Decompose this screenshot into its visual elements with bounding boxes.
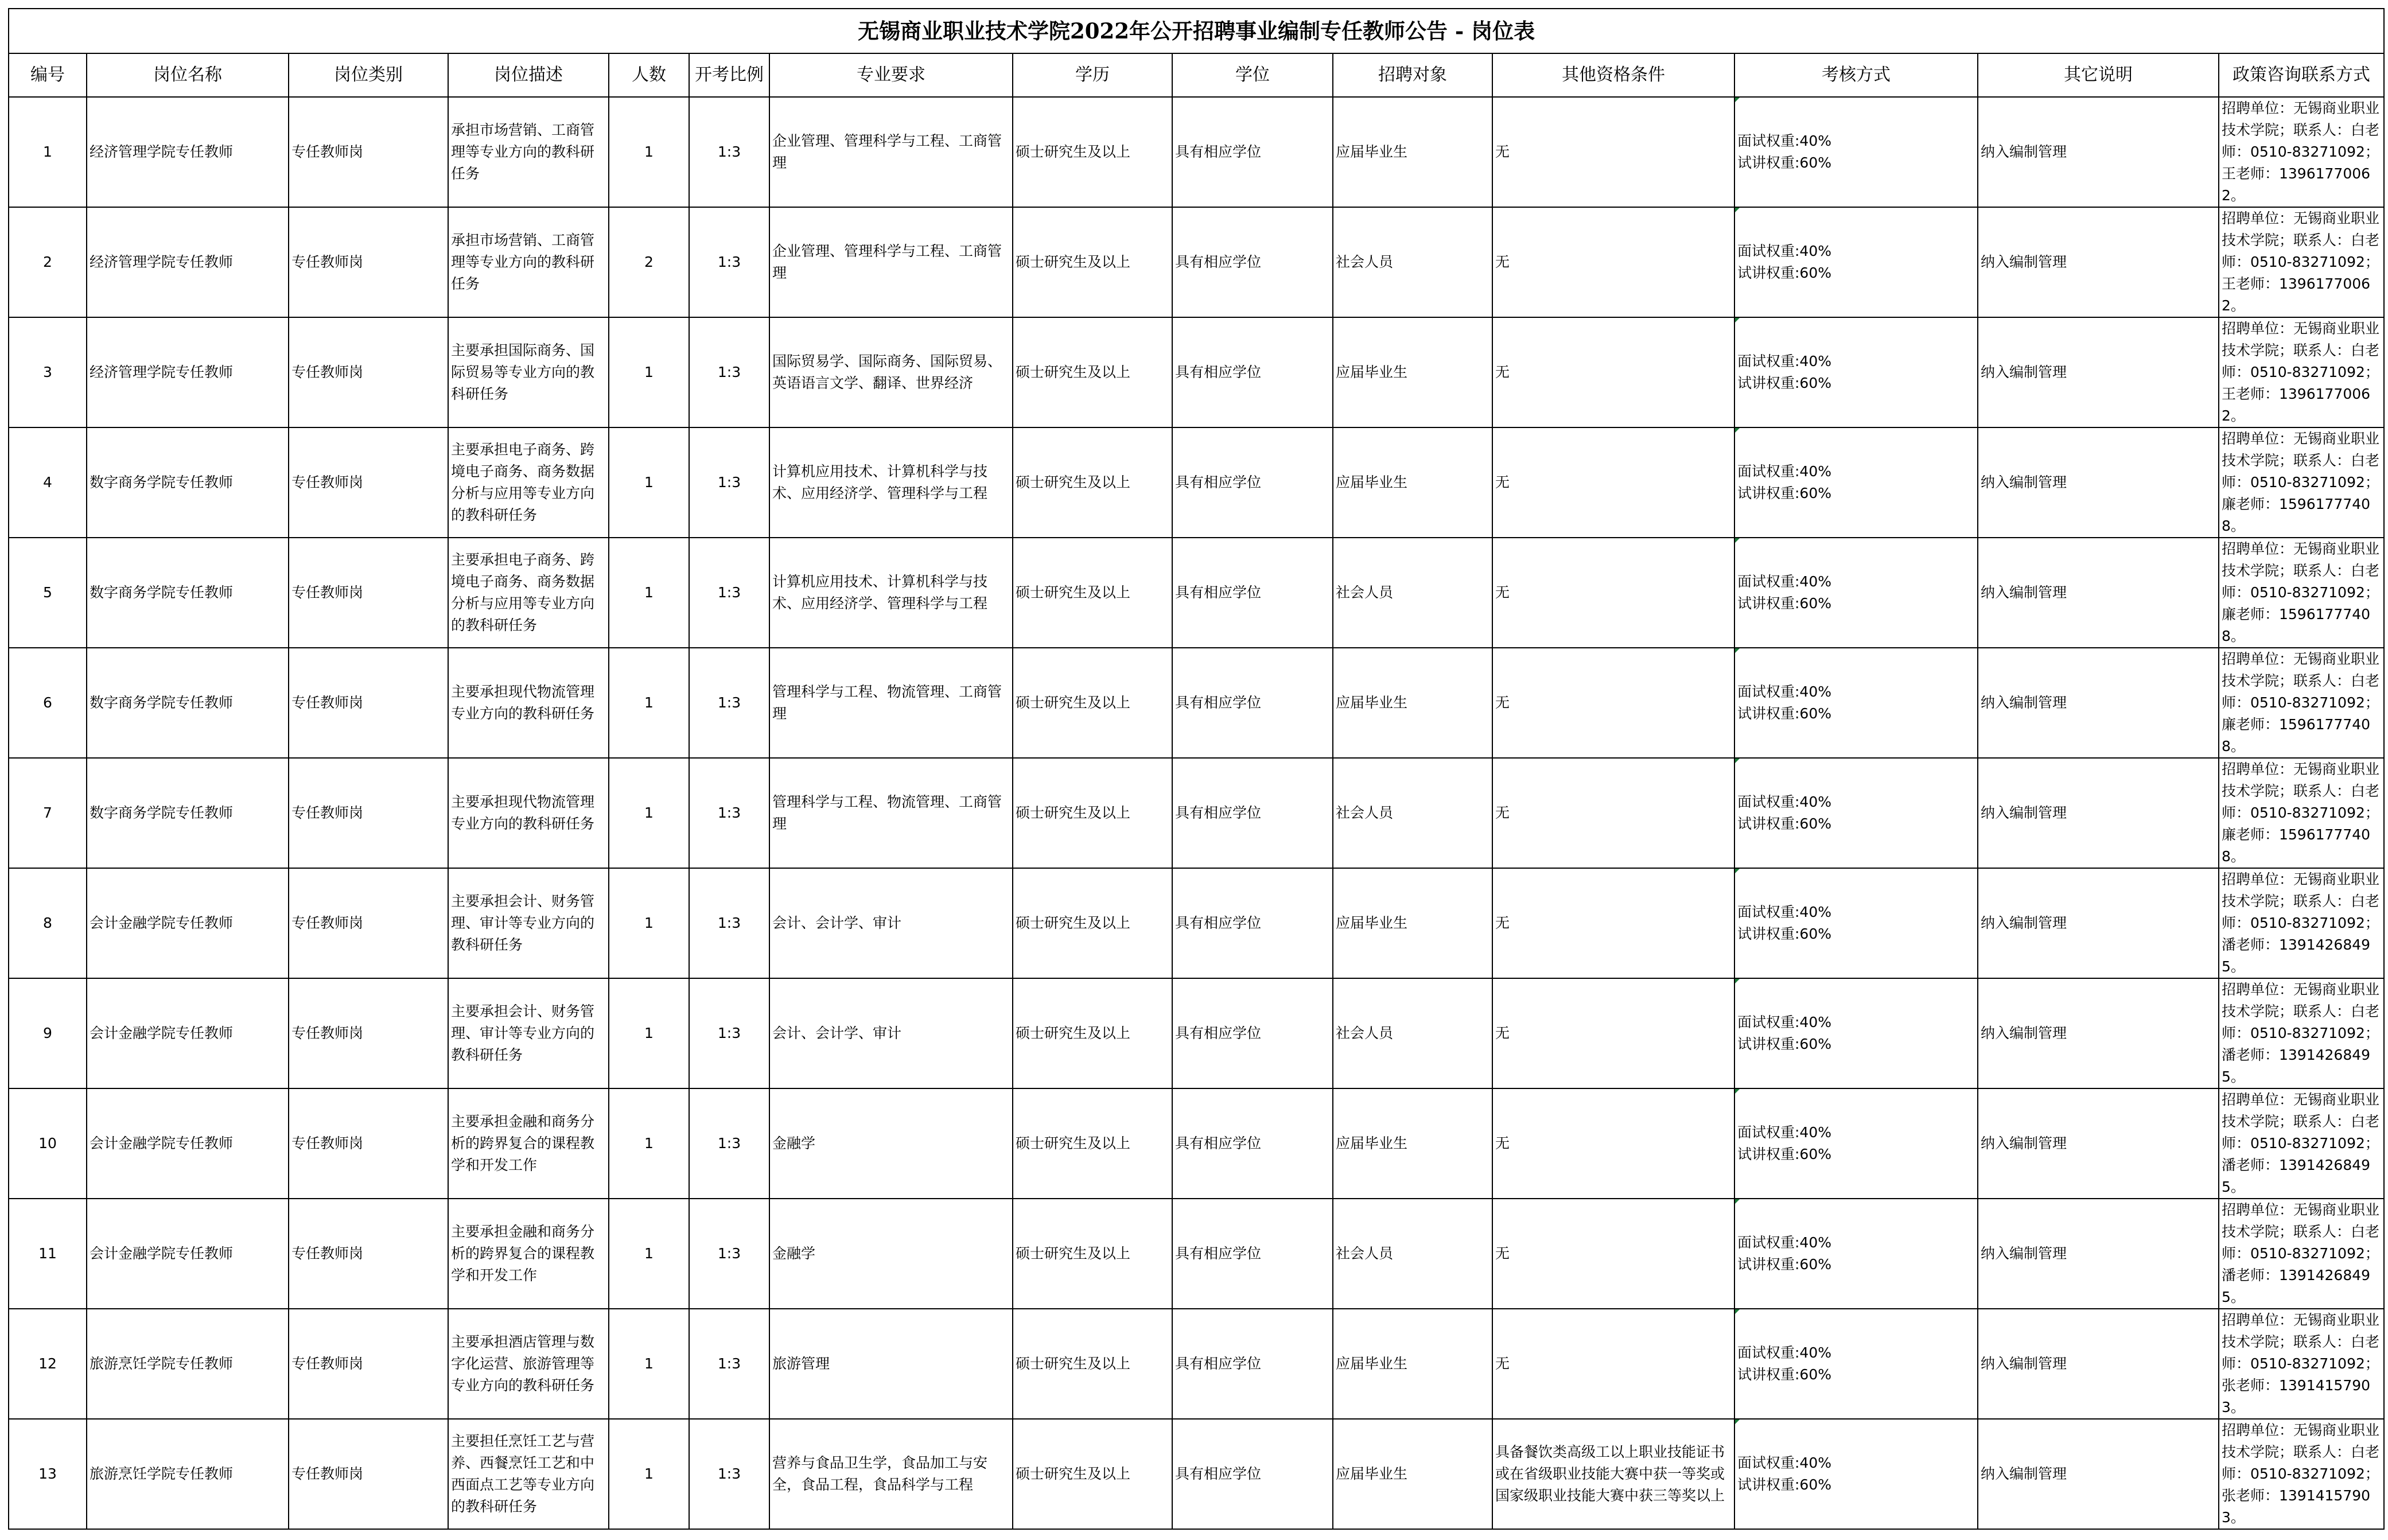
cell-headcount: 1 xyxy=(609,1309,689,1419)
cell-headcount: 1 xyxy=(609,758,689,868)
cell-headcount: 1 xyxy=(609,1199,689,1309)
trial-lecture-weight: 试讲权重:60% xyxy=(1737,1476,1831,1493)
cell-other-notes: 纳入编制管理 xyxy=(1978,97,2219,207)
trial-lecture-weight: 试讲权重:60% xyxy=(1737,154,1831,171)
cell-exam-ratio: 1:3 xyxy=(689,1088,769,1199)
column-header: 人数 xyxy=(609,53,689,97)
cell-number: 6 xyxy=(9,648,87,758)
interview-weight: 面试权重:40% xyxy=(1737,1014,1831,1030)
interview-weight: 面试权重:40% xyxy=(1737,463,1831,480)
interview-weight: 面试权重:40% xyxy=(1737,794,1831,810)
trial-lecture-weight: 试讲权重:60% xyxy=(1737,1146,1831,1162)
cell-position-category: 专任教师岗 xyxy=(289,207,448,317)
cell-other-qualifications: 无 xyxy=(1492,978,1734,1088)
cell-number: 8 xyxy=(9,868,87,978)
column-header: 开考比例 xyxy=(689,53,769,97)
comment-marker-icon xyxy=(1735,759,1740,763)
trial-lecture-weight: 试讲权重:60% xyxy=(1737,375,1831,391)
cell-exam-ratio: 1:3 xyxy=(689,1309,769,1419)
cell-position-name: 经济管理学院专任教师 xyxy=(87,97,289,207)
cell-position-category: 专任教师岗 xyxy=(289,1309,448,1419)
table-row xyxy=(9,1088,2384,1199)
cell-number: 12 xyxy=(9,1309,87,1419)
cell-position-name: 数字商务学院专任教师 xyxy=(87,538,289,648)
cell-position-description: 主要承担金融和商务分析的跨界复合的课程教学和开发工作 xyxy=(448,1088,609,1199)
cell-position-category: 专任教师岗 xyxy=(289,1419,448,1529)
cell-position-name: 会计金融学院专任教师 xyxy=(87,978,289,1088)
cell-position-description: 主要承担国际商务、国际贸易等专业方向的教科研任务 xyxy=(448,317,609,427)
cell-other-qualifications: 无 xyxy=(1492,538,1734,648)
cell-exam-ratio: 1:3 xyxy=(689,317,769,427)
comment-marker-icon xyxy=(1735,428,1740,433)
comment-marker-icon xyxy=(1735,1089,1740,1094)
cell-position-name: 旅游烹饪学院专任教师 xyxy=(87,1419,289,1529)
table-row xyxy=(9,1419,2384,1529)
cell-headcount: 1 xyxy=(609,1419,689,1529)
cell-recruit-target: 应届毕业生 xyxy=(1333,1088,1492,1199)
cell-major-requirement: 计算机应用技术、计算机科学与技术、应用经济学、管理科学与工程 xyxy=(769,538,1013,648)
cell-position-category: 专任教师岗 xyxy=(289,538,448,648)
cell-major-requirement: 企业管理、管理科学与工程、工商管理 xyxy=(769,97,1013,207)
cell-position-name: 会计金融学院专任教师 xyxy=(87,868,289,978)
cell-position-category: 专任教师岗 xyxy=(289,317,448,427)
cell-headcount: 1 xyxy=(609,427,689,538)
cell-position-description: 主要承担电子商务、跨境电子商务、商务数据分析与应用等专业方向的教科研任务 xyxy=(448,538,609,648)
cell-position-category: 专任教师岗 xyxy=(289,978,448,1088)
comment-marker-icon xyxy=(1735,538,1740,543)
cell-education: 硕士研究生及以上 xyxy=(1013,317,1172,427)
cell-other-qualifications: 无 xyxy=(1492,1199,1734,1309)
table-row xyxy=(9,427,2384,538)
cell-assessment xyxy=(1734,1309,1978,1419)
cell-degree: 具有相应学位 xyxy=(1172,97,1333,207)
cell-recruit-target: 应届毕业生 xyxy=(1333,317,1492,427)
cell-other-notes: 纳入编制管理 xyxy=(1978,758,2219,868)
cell-other-notes: 纳入编制管理 xyxy=(1978,868,2219,978)
comment-marker-icon xyxy=(1735,1199,1740,1204)
interview-weight: 面试权重:40% xyxy=(1737,1344,1831,1361)
cell-position-name: 数字商务学院专任教师 xyxy=(87,427,289,538)
interview-weight: 面试权重:40% xyxy=(1737,683,1831,700)
table-row xyxy=(9,317,2384,427)
cell-education: 硕士研究生及以上 xyxy=(1013,1419,1172,1529)
cell-other-notes: 纳入编制管理 xyxy=(1978,427,2219,538)
cell-number: 1 xyxy=(9,97,87,207)
cell-number: 5 xyxy=(9,538,87,648)
cell-education: 硕士研究生及以上 xyxy=(1013,427,1172,538)
cell-headcount: 1 xyxy=(609,1088,689,1199)
cell-degree: 具有相应学位 xyxy=(1172,538,1333,648)
cell-position-category: 专任教师岗 xyxy=(289,648,448,758)
cell-other-notes: 纳入编制管理 xyxy=(1978,978,2219,1088)
cell-major-requirement: 会计、会计学、审计 xyxy=(769,978,1013,1088)
cell-major-requirement: 计算机应用技术、计算机科学与技术、应用经济学、管理科学与工程 xyxy=(769,427,1013,538)
cell-education: 硕士研究生及以上 xyxy=(1013,1199,1172,1309)
cell-contact: 招聘单位：无锡商业职业技术学院；联系人：白老师：0510-83271092；廉老师：15961777408。 xyxy=(2219,758,2384,868)
cell-contact: 招聘单位：无锡商业职业技术学院；联系人：白老师：0510-83271092；廉老师：15961777408。 xyxy=(2219,538,2384,648)
cell-assessment xyxy=(1734,978,1978,1088)
cell-degree: 具有相应学位 xyxy=(1172,427,1333,538)
cell-recruit-target: 应届毕业生 xyxy=(1333,1419,1492,1529)
cell-assessment xyxy=(1734,868,1978,978)
comment-marker-icon xyxy=(1735,318,1740,322)
cell-position-name: 数字商务学院专任教师 xyxy=(87,758,289,868)
cell-position-category: 专任教师岗 xyxy=(289,868,448,978)
interview-weight: 面试权重:40% xyxy=(1737,904,1831,920)
cell-other-qualifications: 具备餐饮类高级工以上职业技能证书或在省级职业技能大赛中获一等奖或国家级职业技能大赛中获三等奖以上 xyxy=(1492,1419,1734,1529)
trial-lecture-weight: 试讲权重:60% xyxy=(1737,265,1831,281)
cell-exam-ratio: 1:3 xyxy=(689,538,769,648)
cell-number: 7 xyxy=(9,758,87,868)
table-row xyxy=(9,978,2384,1088)
cell-education: 硕士研究生及以上 xyxy=(1013,207,1172,317)
cell-major-requirement: 管理科学与工程、物流管理、工商管理 xyxy=(769,758,1013,868)
table-row xyxy=(9,1199,2384,1309)
cell-contact: 招聘单位：无锡商业职业技术学院；联系人：白老师：0510-83271092；王老师：13961770062。 xyxy=(2219,207,2384,317)
cell-number: 11 xyxy=(9,1199,87,1309)
cell-position-description: 主要承担酒店管理与数字化运营、旅游管理等专业方向的教科研任务 xyxy=(448,1309,609,1419)
cell-position-name: 会计金融学院专任教师 xyxy=(87,1199,289,1309)
cell-contact: 招聘单位：无锡商业职业技术学院；联系人：白老师：0510-83271092；潘老师：13914268495。 xyxy=(2219,978,2384,1088)
cell-degree: 具有相应学位 xyxy=(1172,1088,1333,1199)
cell-headcount: 2 xyxy=(609,207,689,317)
cell-position-description: 主要承担现代物流管理专业方向的教科研任务 xyxy=(448,758,609,868)
table-row xyxy=(9,868,2384,978)
cell-degree: 具有相应学位 xyxy=(1172,1419,1333,1529)
cell-position-description: 主要承担会计、财务管理、审计等专业方向的教科研任务 xyxy=(448,978,609,1088)
column-header: 专业要求 xyxy=(769,53,1013,97)
trial-lecture-weight: 试讲权重:60% xyxy=(1737,1256,1831,1273)
column-header: 其他资格条件 xyxy=(1492,53,1734,97)
cell-headcount: 1 xyxy=(609,648,689,758)
cell-other-qualifications: 无 xyxy=(1492,97,1734,207)
cell-position-category: 专任教师岗 xyxy=(289,758,448,868)
cell-position-description: 主要承担会计、财务管理、审计等专业方向的教科研任务 xyxy=(448,868,609,978)
cell-education: 硕士研究生及以上 xyxy=(1013,758,1172,868)
cell-position-category: 专任教师岗 xyxy=(289,1088,448,1199)
cell-assessment xyxy=(1734,758,1978,868)
cell-number: 10 xyxy=(9,1088,87,1199)
trial-lecture-weight: 试讲权重:60% xyxy=(1737,925,1831,942)
cell-contact: 招聘单位：无锡商业职业技术学院；联系人：白老师：0510-83271092；张老师：13914157903。 xyxy=(2219,1309,2384,1419)
cell-exam-ratio: 1:3 xyxy=(689,758,769,868)
job-table-sheet xyxy=(8,8,2383,1530)
cell-education: 硕士研究生及以上 xyxy=(1013,648,1172,758)
cell-degree: 具有相应学位 xyxy=(1172,758,1333,868)
cell-assessment xyxy=(1734,648,1978,758)
cell-other-qualifications: 无 xyxy=(1492,427,1734,538)
cell-degree: 具有相应学位 xyxy=(1172,1199,1333,1309)
interview-weight: 面试权重:40% xyxy=(1737,1455,1831,1471)
cell-assessment xyxy=(1734,317,1978,427)
cell-degree: 具有相应学位 xyxy=(1172,1309,1333,1419)
cell-assessment xyxy=(1734,1419,1978,1529)
cell-education: 硕士研究生及以上 xyxy=(1013,97,1172,207)
cell-recruit-target: 应届毕业生 xyxy=(1333,868,1492,978)
cell-contact: 招聘单位：无锡商业职业技术学院；联系人：白老师：0510-83271092；廉老师：15961777408。 xyxy=(2219,427,2384,538)
trial-lecture-weight: 试讲权重:60% xyxy=(1737,705,1831,722)
cell-recruit-target: 应届毕业生 xyxy=(1333,97,1492,207)
trial-lecture-weight: 试讲权重:60% xyxy=(1737,485,1831,501)
column-header: 编号 xyxy=(9,53,87,97)
cell-recruit-target: 社会人员 xyxy=(1333,758,1492,868)
cell-recruit-target: 应届毕业生 xyxy=(1333,648,1492,758)
interview-weight: 面试权重:40% xyxy=(1737,133,1831,149)
table-row xyxy=(9,758,2384,868)
cell-headcount: 1 xyxy=(609,538,689,648)
cell-other-notes: 纳入编制管理 xyxy=(1978,648,2219,758)
cell-headcount: 1 xyxy=(609,317,689,427)
cell-major-requirement: 旅游管理 xyxy=(769,1309,1013,1419)
cell-other-qualifications: 无 xyxy=(1492,758,1734,868)
cell-assessment xyxy=(1734,207,1978,317)
cell-contact: 招聘单位：无锡商业职业技术学院；联系人：白老师：0510-83271092；王老师：13961770062。 xyxy=(2219,97,2384,207)
cell-exam-ratio: 1:3 xyxy=(689,207,769,317)
comment-marker-icon xyxy=(1735,1420,1740,1424)
cell-other-notes: 纳入编制管理 xyxy=(1978,1199,2219,1309)
cell-other-qualifications: 无 xyxy=(1492,317,1734,427)
cell-headcount: 1 xyxy=(609,868,689,978)
cell-other-notes: 纳入编制管理 xyxy=(1978,317,2219,427)
cell-number: 9 xyxy=(9,978,87,1088)
cell-other-notes: 纳入编制管理 xyxy=(1978,1088,2219,1199)
comment-marker-icon xyxy=(1735,1309,1740,1314)
trial-lecture-weight: 试讲权重:60% xyxy=(1737,815,1831,832)
cell-education: 硕士研究生及以上 xyxy=(1013,1309,1172,1419)
cell-other-qualifications: 无 xyxy=(1492,207,1734,317)
cell-position-name: 经济管理学院专任教师 xyxy=(87,317,289,427)
cell-exam-ratio: 1:3 xyxy=(689,1199,769,1309)
cell-other-notes: 纳入编制管理 xyxy=(1978,538,2219,648)
header-row xyxy=(9,53,2384,97)
cell-position-name: 经济管理学院专任教师 xyxy=(87,207,289,317)
cell-other-qualifications: 无 xyxy=(1492,1309,1734,1419)
table-body xyxy=(9,97,2384,1529)
cell-headcount: 1 xyxy=(609,97,689,207)
table-row xyxy=(9,207,2384,317)
cell-number: 4 xyxy=(9,427,87,538)
cell-other-notes: 纳入编制管理 xyxy=(1978,1309,2219,1419)
cell-contact: 招聘单位：无锡商业职业技术学院；联系人：白老师：0510-83271092；潘老师：13914268495。 xyxy=(2219,1088,2384,1199)
cell-degree: 具有相应学位 xyxy=(1172,317,1333,427)
job-position-table xyxy=(8,8,2385,1530)
cell-recruit-target: 社会人员 xyxy=(1333,207,1492,317)
interview-weight: 面试权重:40% xyxy=(1737,1234,1831,1251)
cell-position-description: 主要承担电子商务、跨境电子商务、商务数据分析与应用等专业方向的教科研任务 xyxy=(448,427,609,538)
comment-marker-icon xyxy=(1735,98,1740,102)
interview-weight: 面试权重:40% xyxy=(1737,573,1831,590)
interview-weight: 面试权重:40% xyxy=(1737,1124,1831,1141)
cell-major-requirement: 金融学 xyxy=(769,1088,1013,1199)
cell-position-name: 会计金融学院专任教师 xyxy=(87,1088,289,1199)
cell-position-name: 旅游烹饪学院专任教师 xyxy=(87,1309,289,1419)
cell-major-requirement: 会计、会计学、审计 xyxy=(769,868,1013,978)
cell-contact: 招聘单位：无锡商业职业技术学院；联系人：白老师：0510-83271092；张老师：13914157903。 xyxy=(2219,1419,2384,1529)
column-header: 学历 xyxy=(1013,53,1172,97)
cell-other-qualifications: 无 xyxy=(1492,648,1734,758)
comment-marker-icon xyxy=(1735,648,1740,653)
cell-contact: 招聘单位：无锡商业职业技术学院；联系人：白老师：0510-83271092；潘老师：13914268495。 xyxy=(2219,868,2384,978)
cell-exam-ratio: 1:3 xyxy=(689,978,769,1088)
cell-degree: 具有相应学位 xyxy=(1172,648,1333,758)
comment-marker-icon xyxy=(1735,869,1740,873)
cell-major-requirement: 金融学 xyxy=(769,1199,1013,1309)
cell-recruit-target: 应届毕业生 xyxy=(1333,427,1492,538)
cell-assessment xyxy=(1734,538,1978,648)
column-header: 政策咨询联系方式 xyxy=(2219,53,2384,97)
cell-degree: 具有相应学位 xyxy=(1172,978,1333,1088)
cell-education: 硕士研究生及以上 xyxy=(1013,1088,1172,1199)
cell-position-description: 主要承担金融和商务分析的跨界复合的课程教学和开发工作 xyxy=(448,1199,609,1309)
table-row xyxy=(9,97,2384,207)
cell-degree: 具有相应学位 xyxy=(1172,868,1333,978)
interview-weight: 面试权重:40% xyxy=(1737,353,1831,370)
cell-position-category: 专任教师岗 xyxy=(289,427,448,538)
cell-recruit-target: 社会人员 xyxy=(1333,978,1492,1088)
cell-headcount: 1 xyxy=(609,978,689,1088)
comment-marker-icon xyxy=(1735,979,1740,983)
table-row xyxy=(9,1309,2384,1419)
cell-assessment xyxy=(1734,1088,1978,1199)
cell-major-requirement: 管理科学与工程、物流管理、工商管理 xyxy=(769,648,1013,758)
cell-position-description: 主要担任烹饪工艺与营养、西餐烹饪工艺和中西面点工艺等专业方向的教科研任务 xyxy=(448,1419,609,1529)
column-header: 考核方式 xyxy=(1734,53,1978,97)
cell-assessment xyxy=(1734,97,1978,207)
trial-lecture-weight: 试讲权重:60% xyxy=(1737,1366,1831,1383)
cell-exam-ratio: 1:3 xyxy=(689,648,769,758)
column-header: 岗位描述 xyxy=(448,53,609,97)
table-row xyxy=(9,538,2384,648)
trial-lecture-weight: 试讲权重:60% xyxy=(1737,1036,1831,1052)
cell-major-requirement: 营养与食品卫生学，食品加工与安全，食品工程，食品科学与工程 xyxy=(769,1419,1013,1529)
cell-exam-ratio: 1:3 xyxy=(689,97,769,207)
cell-position-category: 专任教师岗 xyxy=(289,97,448,207)
cell-position-description: 承担市场营销、工商管理等专业方向的教科研任务 xyxy=(448,207,609,317)
column-header: 其它说明 xyxy=(1978,53,2219,97)
cell-position-category: 专任教师岗 xyxy=(289,1199,448,1309)
cell-position-description: 主要承担现代物流管理专业方向的教科研任务 xyxy=(448,648,609,758)
cell-exam-ratio: 1:3 xyxy=(689,427,769,538)
cell-number: 13 xyxy=(9,1419,87,1529)
cell-major-requirement: 企业管理、管理科学与工程、工商管理 xyxy=(769,207,1013,317)
interview-weight: 面试权重:40% xyxy=(1737,243,1831,259)
column-header: 学位 xyxy=(1172,53,1333,97)
cell-contact: 招聘单位：无锡商业职业技术学院；联系人：白老师：0510-83271092；王老师：13961770062。 xyxy=(2219,317,2384,427)
cell-assessment xyxy=(1734,427,1978,538)
cell-major-requirement: 国际贸易学、国际商务、国际贸易、英语语言文学、翻译、世界经济 xyxy=(769,317,1013,427)
cell-other-notes: 纳入编制管理 xyxy=(1978,1419,2219,1529)
cell-recruit-target: 社会人员 xyxy=(1333,538,1492,648)
cell-other-qualifications: 无 xyxy=(1492,1088,1734,1199)
cell-other-qualifications: 无 xyxy=(1492,868,1734,978)
column-header: 岗位名称 xyxy=(87,53,289,97)
table-title: 无锡商业职业技术学院2022年公开招聘事业编制专任教师公告 - 岗位表 xyxy=(9,9,2384,53)
cell-number: 3 xyxy=(9,317,87,427)
cell-exam-ratio: 1:3 xyxy=(689,868,769,978)
cell-number: 2 xyxy=(9,207,87,317)
cell-assessment xyxy=(1734,1199,1978,1309)
table-row xyxy=(9,648,2384,758)
cell-recruit-target: 社会人员 xyxy=(1333,1199,1492,1309)
cell-other-notes: 纳入编制管理 xyxy=(1978,207,2219,317)
comment-marker-icon xyxy=(1735,208,1740,212)
cell-exam-ratio: 1:3 xyxy=(689,1419,769,1529)
cell-education: 硕士研究生及以上 xyxy=(1013,868,1172,978)
cell-degree: 具有相应学位 xyxy=(1172,207,1333,317)
cell-contact: 招聘单位：无锡商业职业技术学院；联系人：白老师：0510-83271092；廉老师：15961777408。 xyxy=(2219,648,2384,758)
cell-position-description: 承担市场营销、工商管理等专业方向的教科研任务 xyxy=(448,97,609,207)
column-header: 招聘对象 xyxy=(1333,53,1492,97)
cell-education: 硕士研究生及以上 xyxy=(1013,978,1172,1088)
cell-education: 硕士研究生及以上 xyxy=(1013,538,1172,648)
trial-lecture-weight: 试讲权重:60% xyxy=(1737,595,1831,612)
cell-position-name: 数字商务学院专任教师 xyxy=(87,648,289,758)
cell-recruit-target: 应届毕业生 xyxy=(1333,1309,1492,1419)
column-header: 岗位类别 xyxy=(289,53,448,97)
cell-contact: 招聘单位：无锡商业职业技术学院；联系人：白老师：0510-83271092；潘老师：13914268495。 xyxy=(2219,1199,2384,1309)
